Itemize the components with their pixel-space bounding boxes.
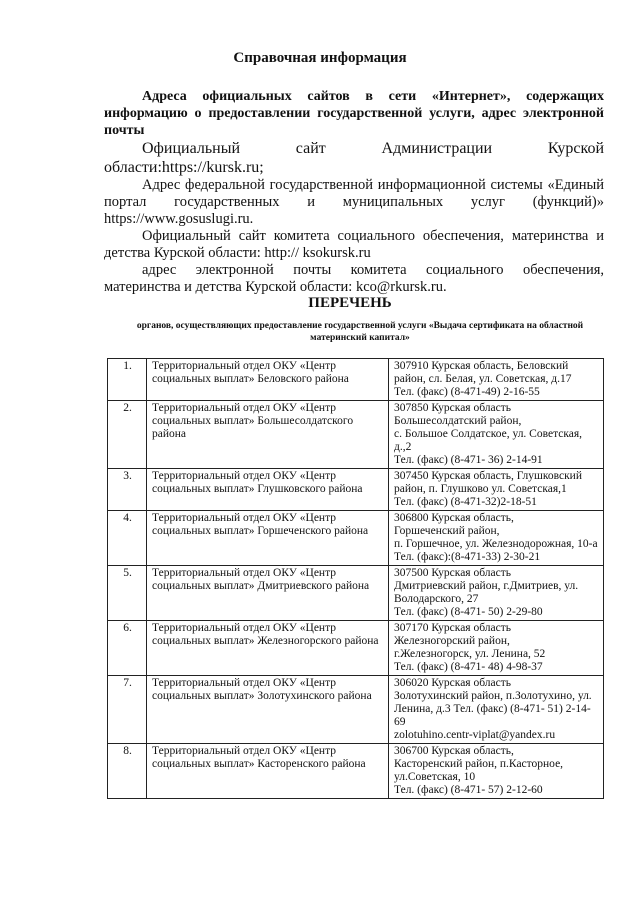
- row-number: 3.: [108, 469, 147, 511]
- organization-address: [389, 469, 604, 511]
- address-line: zolotuhino.centr-viplat@yandex.ru: [394, 729, 556, 741]
- address-line: Тел. (факс) (8-471- 50) 2-29-80: [394, 606, 543, 618]
- intro-paragraph-email: адрес электронной почты комитета социального обеспечения, материнства и детства Курской области: kco@rkursk.ru.: [104, 262, 604, 295]
- address-line: 307170 Курская область: [394, 622, 511, 634]
- address-line: Тел. (факс) (8-471- 57) 2-12-60: [394, 784, 543, 796]
- address-line: 306700 Курская область,: [394, 745, 514, 757]
- address-line: Тел. (факс) (8-471- 48) 4-98-37: [394, 661, 543, 673]
- list-subtitle: органов, осуществляющих предоставление государственной услуги «Выдача сертификата на областной материнский капитал»: [136, 321, 584, 343]
- organization-address: [389, 511, 604, 566]
- table-row: [108, 744, 604, 799]
- intro-paragraph-portal: Адрес федеральной государственной информационной системы «Единый портал государственных и муниципальных услуг (функций)» https://www.gosuslugi.ru.: [104, 177, 604, 227]
- address-line: Касторенский район, п.Касторное, ул.Советская, 10: [394, 758, 564, 783]
- address-line: 306800 Курская область,: [394, 512, 514, 524]
- table-row: [108, 621, 604, 676]
- row-number: 7.: [108, 676, 147, 744]
- organization-name: Территориальный отдел ОКУ «Центр социальных выплат» Беловского района: [147, 359, 389, 401]
- table-row: [108, 566, 604, 621]
- address-line: Тел. (факс) (8-471- 36) 2-14-91: [394, 454, 543, 466]
- address-line: Золотухинский район, п.Золотухино, ул. Ленина, д.3 Тел. (факс) (8-471- 51) 2-14-69: [394, 690, 592, 728]
- organization-name: Территориальный отдел ОКУ «Центр социальных выплат» Касторенского района: [147, 744, 389, 799]
- address-line: 307910 Курская область, Беловский район, сл. Белая, ул. Советская, д.17: [394, 360, 572, 385]
- organization-name: Территориальный отдел ОКУ «Центр социальных выплат» Глушковского района: [147, 469, 389, 511]
- table-row: [108, 676, 604, 744]
- row-number: 2.: [108, 401, 147, 469]
- address-line: Тел. (факс) (8-471-49) 2-16-55: [394, 386, 540, 398]
- organization-address: [389, 566, 604, 621]
- table-row: [108, 469, 604, 511]
- list-title: ПЕРЕЧЕНЬ: [308, 295, 392, 311]
- organization-name: Территориальный отдел ОКУ «Центр социальных выплат» Железногорского района: [147, 621, 389, 676]
- address-line: с. Большое Солдатское, ул. Советская, д.,2: [394, 428, 583, 453]
- organization-name: Территориальный отдел ОКУ «Центр социальных выплат» Большесолдатского района: [147, 401, 389, 469]
- organization-address: [389, 744, 604, 799]
- intro-section: [104, 88, 604, 296]
- row-number: 1.: [108, 359, 147, 401]
- address-line: г.Железногорск, ул. Ленина, 52: [394, 648, 546, 660]
- intro-paragraph-committee: Официальный сайт комитета социального обеспечения, материнства и детства Курской области: http:// ksokursk.ru: [104, 228, 604, 261]
- address-line: Горшеченский район,: [394, 525, 500, 537]
- organizations-table: [107, 358, 604, 799]
- intro-paragraph-site: Официальный сайт Администрации Курской области:https://kursk.ru;: [104, 140, 604, 176]
- address-line: 306020 Курская область: [394, 677, 511, 689]
- row-number: 5.: [108, 566, 147, 621]
- organization-name: Территориальный отдел ОКУ «Центр социальных выплат» Дмитриевского района: [147, 566, 389, 621]
- address-line: 307500 Курская область: [394, 567, 511, 579]
- address-line: Дмитриевский район, г.Дмитриев, ул. Володарского, 27: [394, 580, 579, 605]
- organization-address: [389, 621, 604, 676]
- row-number: 4.: [108, 511, 147, 566]
- address-line: Тел. (факс):(8-471-33) 2-30-21: [394, 551, 541, 563]
- organization-address: [389, 401, 604, 469]
- organization-name: Территориальный отдел ОКУ «Центр социальных выплат» Горшеченского района: [147, 511, 389, 566]
- organization-address: [389, 359, 604, 401]
- intro-heading: Адреса официальных сайтов в сети «Интернет», содержащих информацию о предоставлении государственной услуги, адрес электронной почты: [104, 89, 604, 138]
- table-row: [108, 359, 604, 401]
- address-line: 307450 Курская область, Глушковский район, п. Глушково ул. Советская,1: [394, 470, 582, 495]
- address-line: Большесолдатский район,: [394, 415, 522, 427]
- page-title: Справочная информация: [233, 50, 407, 66]
- table-row: [108, 401, 604, 469]
- organization-address: [389, 676, 604, 744]
- table-row: [108, 511, 604, 566]
- row-number: 8.: [108, 744, 147, 799]
- address-line: Тел. (факс) (8-471-32)2-18-51: [394, 496, 537, 508]
- organization-name: Территориальный отдел ОКУ «Центр социальных выплат» Золотухинского района: [147, 676, 389, 744]
- address-line: Железногорский район,: [394, 635, 510, 647]
- address-line: 307850 Курская область: [394, 402, 511, 414]
- row-number: 6.: [108, 621, 147, 676]
- address-line: п. Горшечное, ул. Железнодорожная, 10-а: [394, 538, 598, 550]
